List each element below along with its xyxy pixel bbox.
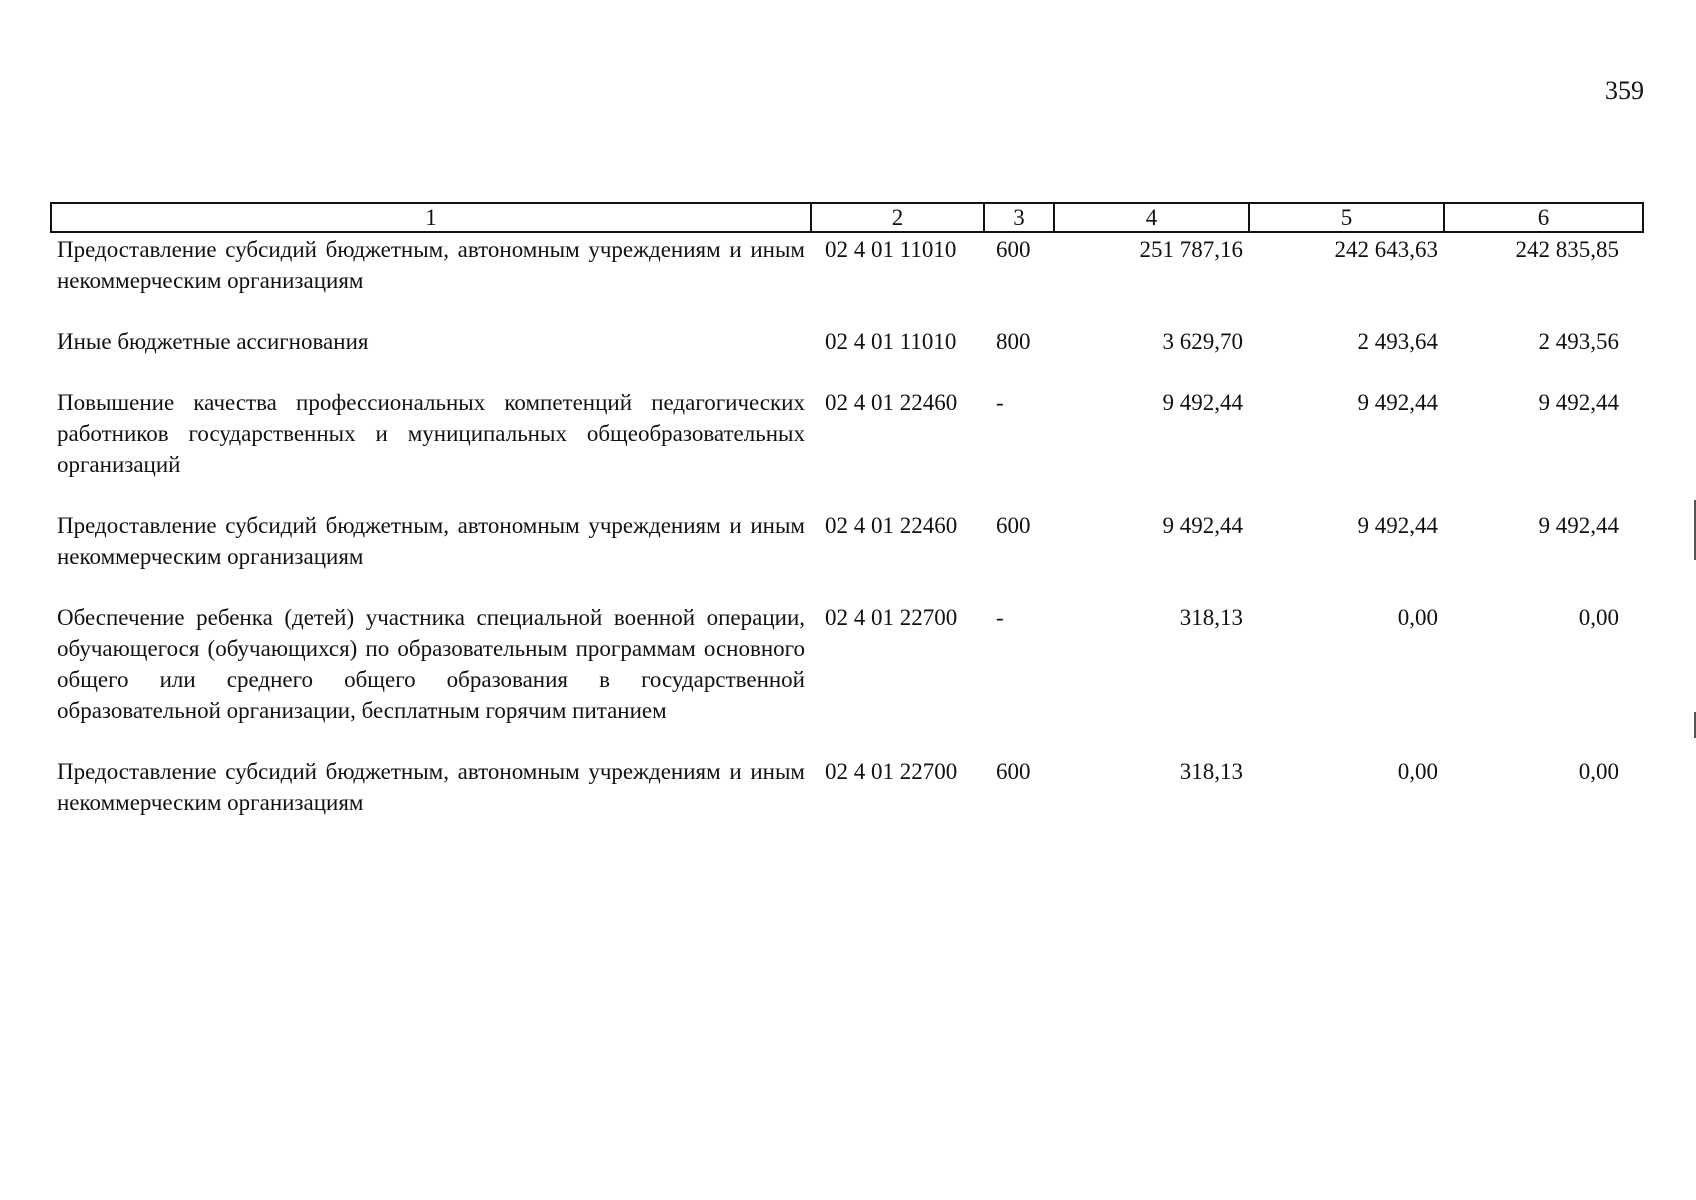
row-value-1: 318,13: [1179, 605, 1243, 630]
row-name: Иные бюджетные ассигнования: [57, 329, 369, 354]
table-row: [51, 387, 1643, 510]
row-code: 02 4 01 11010: [825, 237, 957, 262]
row-value-1: 9 492,44: [1162, 390, 1243, 415]
header-col-1: 1: [51, 203, 811, 232]
header-col-5: 5: [1249, 203, 1444, 232]
row-value-3: 0,00: [1578, 759, 1619, 784]
page-number: 359: [1605, 76, 1644, 105]
row-value-1: 251 787,16: [1139, 237, 1243, 262]
row-value-1: 318,13: [1179, 759, 1243, 784]
table-header: [51, 203, 1643, 232]
row-value-1: 9 492,44: [1162, 513, 1243, 538]
table-row: [51, 232, 1643, 326]
row-code: 02 4 01 11010: [825, 329, 957, 354]
row-expense-type: 600: [996, 759, 1031, 784]
row-code: 02 4 01 22700: [825, 605, 958, 630]
table-body: [51, 232, 1643, 848]
row-name: Обеспечение ребенка (детей) участника специальной военной операции, обучающегося (обучающихся) по образовательным программам основного общего или среднего общего образования в государственной образовательной организации, бесплатным горячим питанием: [57, 605, 805, 723]
table-row: [51, 326, 1643, 387]
table-row: [51, 602, 1643, 756]
header-col-4: 4: [1054, 203, 1249, 232]
header-col-3: 3: [984, 203, 1054, 232]
row-value-3: 9 492,44: [1538, 513, 1619, 538]
row-value-3: 0,00: [1578, 605, 1619, 630]
row-expense-type: -: [996, 605, 1004, 630]
row-value-2: 9 492,44: [1357, 390, 1438, 415]
header-row: [51, 203, 1643, 232]
row-name: Предоставление субсидий бюджетным, автономным учреждениям и иным некоммерческим организациям: [57, 237, 805, 293]
row-code: 02 4 01 22460: [825, 513, 958, 538]
row-name: Повышение качества профессиональных компетенций педагогических работников государственных и муниципальных общеобразовательных организаций: [57, 390, 805, 477]
row-expense-type: -: [996, 390, 1004, 415]
row-value-2: 0,00: [1397, 605, 1438, 630]
budget-table: [50, 202, 1644, 848]
row-value-2: 242 643,63: [1334, 237, 1438, 262]
row-code: 02 4 01 22700: [825, 759, 958, 784]
row-value-3: 2 493,56: [1538, 329, 1619, 354]
header-col-2: 2: [811, 203, 984, 232]
row-value-3: 242 835,85: [1515, 237, 1619, 262]
row-value-2: 9 492,44: [1357, 513, 1438, 538]
row-expense-type: 800: [996, 329, 1031, 354]
row-expense-type: 600: [996, 237, 1031, 262]
row-value-2: 2 493,64: [1357, 329, 1438, 354]
row-code: 02 4 01 22460: [825, 390, 958, 415]
row-value-1: 3 629,70: [1162, 329, 1243, 354]
row-name: Предоставление субсидий бюджетным, автономным учреждениям и иным некоммерческим организациям: [57, 513, 805, 569]
row-value-2: 0,00: [1397, 759, 1438, 784]
header-col-6: 6: [1444, 203, 1643, 232]
row-name: Предоставление субсидий бюджетным, автономным учреждениям и иным некоммерческим организациям: [57, 759, 805, 815]
row-value-3: 9 492,44: [1538, 390, 1619, 415]
row-expense-type: 600: [996, 513, 1031, 538]
table-row: [51, 756, 1643, 848]
table-row: [51, 510, 1643, 602]
